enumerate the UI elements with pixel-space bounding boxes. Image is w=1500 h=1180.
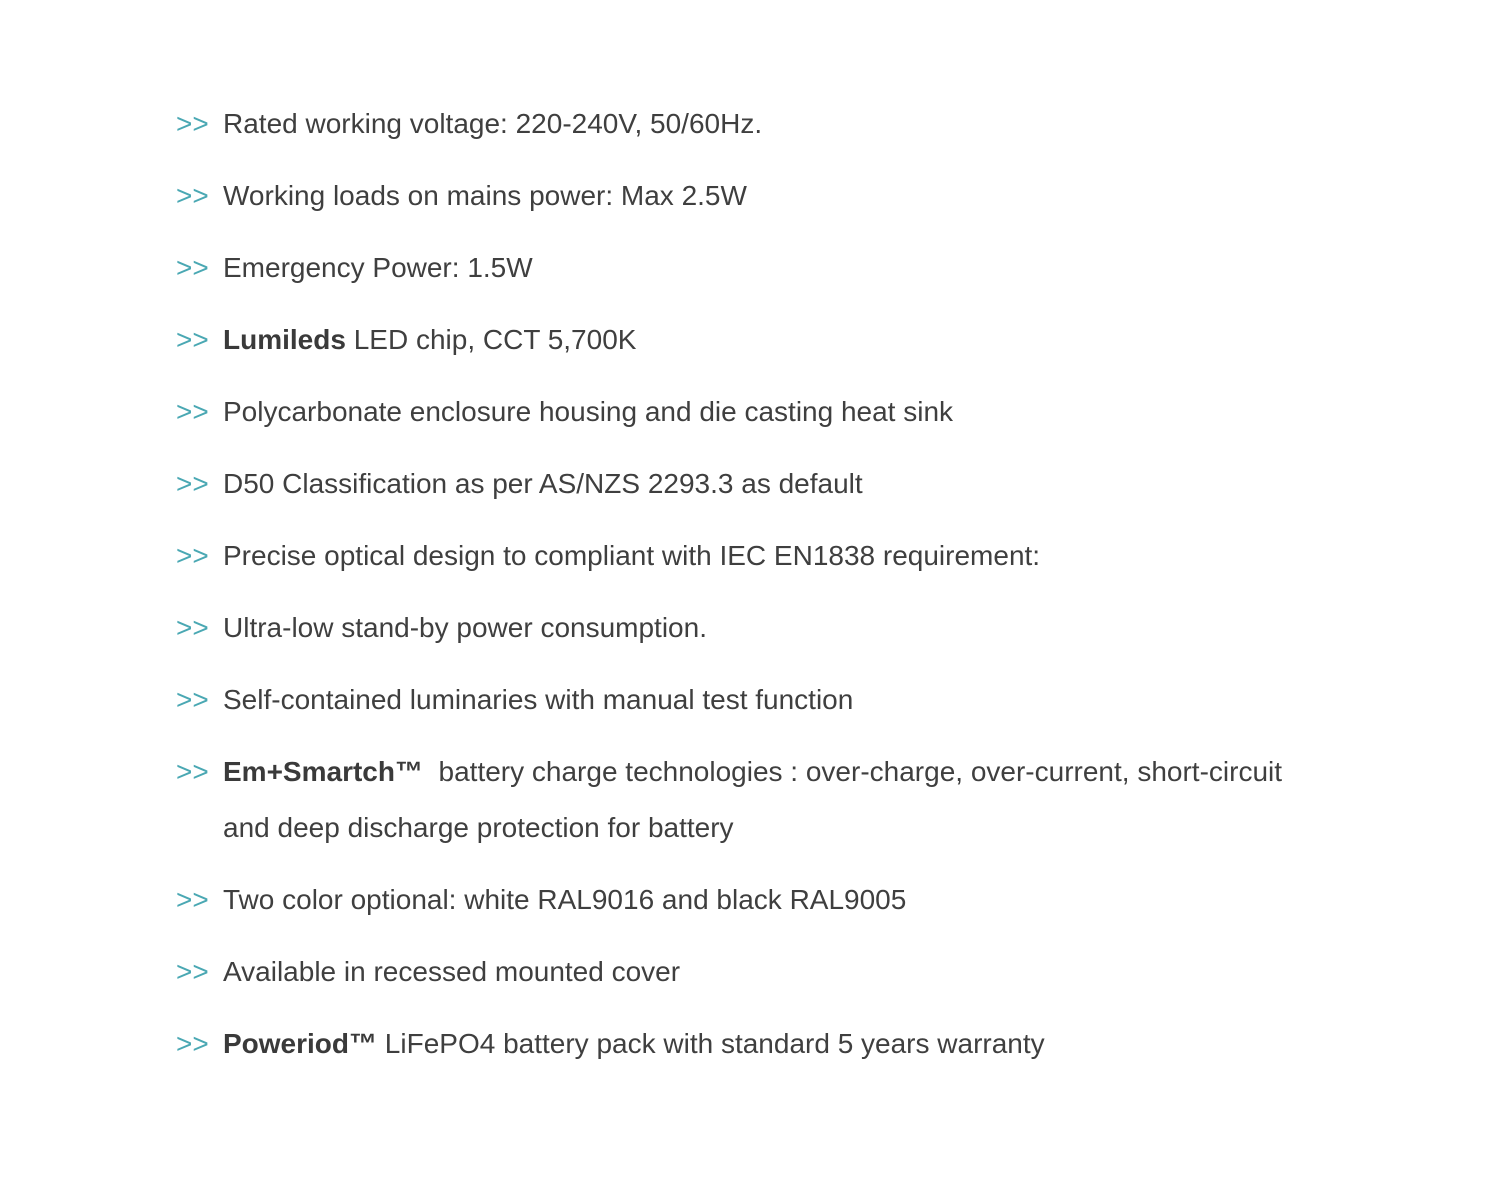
feature-item-color-options — [176, 880, 1316, 920]
bullet-marker: >> — [176, 324, 209, 355]
feature-desc: LED chip, CCT 5,700K — [345, 324, 637, 355]
feature-item-loads — [176, 176, 1316, 216]
feature-desc: Polycarbonate enclosure housing and die casting heat sink — [223, 396, 954, 427]
feature-desc: Working loads on mains power: Max 2.5W — [223, 180, 747, 211]
feature-desc: battery charge technologies : over-charge, over-current, short-circuit and deep discharge protection for battery — [223, 756, 1290, 843]
feature-desc: Precise optical design to compliant with IEC EN1838 requirement: — [223, 540, 1041, 571]
bullet-marker: >> — [176, 108, 209, 139]
bullet-marker: >> — [176, 540, 209, 571]
feature-text — [223, 464, 1316, 504]
feature-text — [223, 680, 1316, 720]
feature-text — [223, 952, 1316, 992]
bullet-marker: >> — [176, 612, 209, 643]
feature-desc: Available in recessed mounted cover — [223, 956, 681, 987]
bullet-marker: >> — [176, 956, 209, 987]
feature-item-emergency-power — [176, 248, 1316, 288]
feature-bold: Poweriod™ — [223, 1028, 378, 1059]
feature-list — [176, 104, 1316, 1096]
feature-desc: Emergency Power: 1.5W — [223, 252, 533, 283]
bullet-marker: >> — [176, 684, 209, 715]
feature-text — [223, 608, 1316, 648]
feature-text — [223, 1024, 1316, 1064]
feature-item-charge-technology — [176, 744, 1316, 856]
feature-text — [223, 248, 1316, 288]
feature-item-standby-power — [176, 608, 1316, 648]
bullet-marker: >> — [176, 756, 209, 787]
bullet-marker: >> — [176, 468, 209, 499]
feature-text — [223, 392, 1316, 432]
feature-desc: Two color optional: white RAL9016 and black RAL9005 — [223, 884, 907, 915]
feature-text — [223, 320, 1316, 360]
feature-item-test-function — [176, 680, 1316, 720]
bullet-marker: >> — [176, 180, 209, 211]
feature-desc: D50 Classification as per AS/NZS 2293.3 as default — [223, 468, 863, 499]
feature-bold: Em+Smartch™ — [223, 756, 423, 787]
feature-desc: LiFePO4 battery pack with standard 5 years warranty — [377, 1028, 1045, 1059]
feature-item-optical-design — [176, 536, 1316, 576]
bullet-marker: >> — [176, 1028, 209, 1059]
feature-bold: Lumileds — [223, 324, 346, 355]
feature-item-recessed-cover — [176, 952, 1316, 992]
feature-item-battery-pack — [176, 1024, 1316, 1064]
feature-text — [223, 744, 1316, 856]
feature-item-voltage — [176, 104, 1316, 144]
bullet-marker: >> — [176, 884, 209, 915]
bullet-marker: >> — [176, 252, 209, 283]
feature-desc: Ultra-low stand-by power consumption. — [223, 612, 707, 643]
bullet-marker: >> — [176, 396, 209, 427]
feature-item-enclosure — [176, 392, 1316, 432]
feature-desc: Self-contained luminaries with manual test function — [223, 684, 854, 715]
feature-item-led-chip — [176, 320, 1316, 360]
feature-desc: Rated working voltage: 220-240V, 50/60Hz. — [223, 108, 763, 139]
feature-text — [223, 880, 1316, 920]
feature-text — [223, 104, 1316, 144]
feature-item-classification — [176, 464, 1316, 504]
feature-text — [223, 536, 1316, 576]
feature-text — [223, 176, 1316, 216]
